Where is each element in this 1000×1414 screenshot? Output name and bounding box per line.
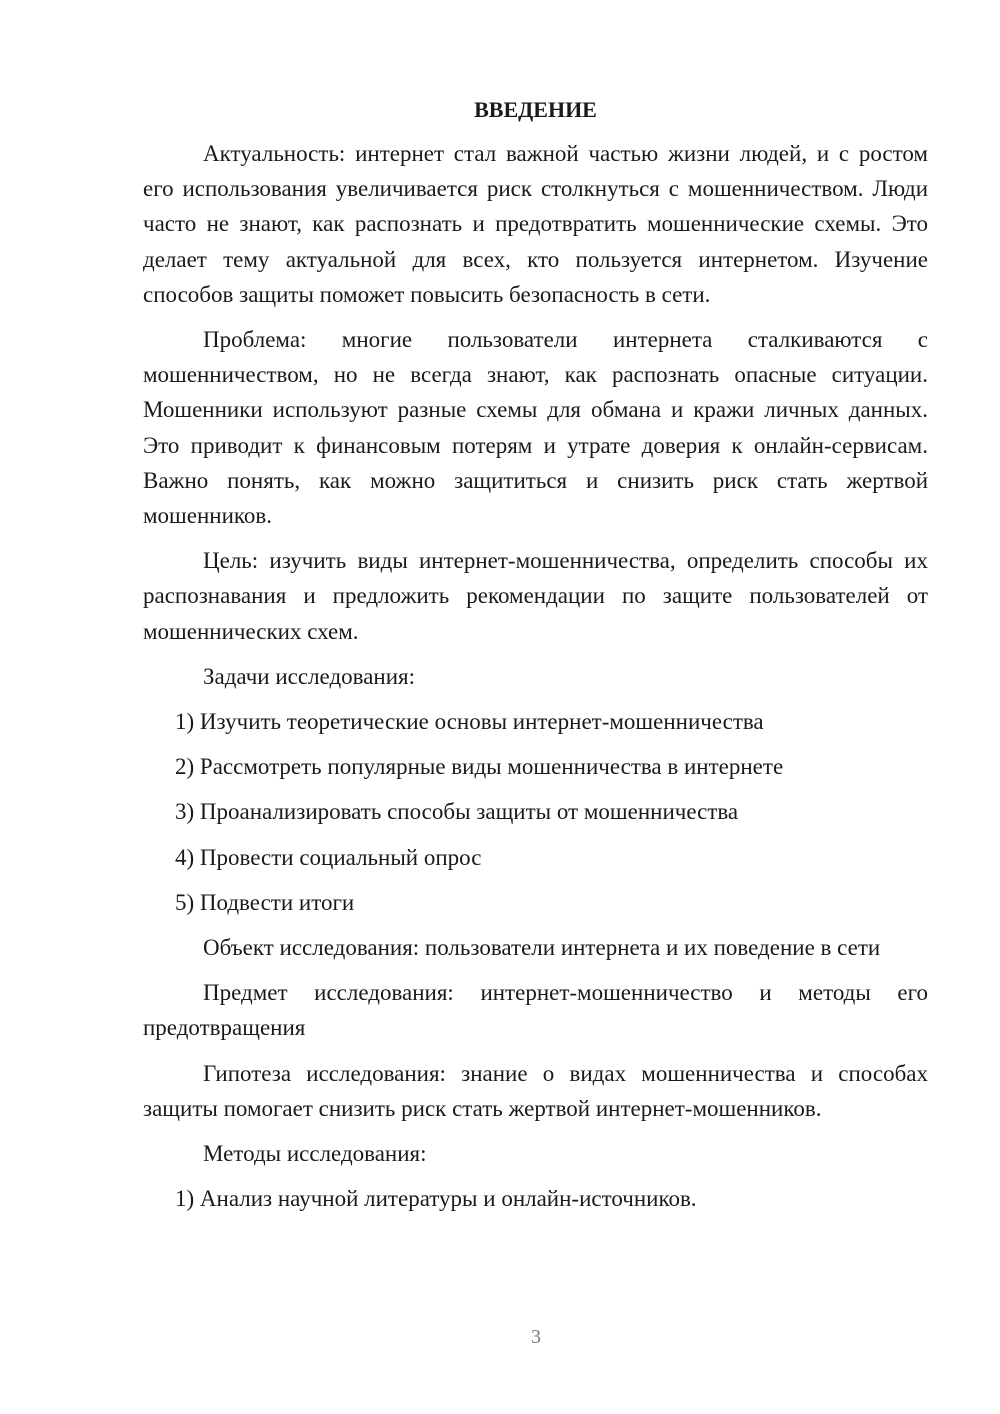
problem-paragraph: Проблема: многие пользователи интернета сталкиваются с мошенничеством, но не всегда знают, как распознать опасные ситуации. Мошенники используют разные схемы для обмана и кражи личных данных. Это приводит к финансовым потерям и утрате доверия к онлайн-сервисам. Важно понять, как можно защититься и снизить риск стать жертвой мошенников.	[143, 327, 928, 529]
hypothesis-paragraph: Гипотеза исследования: знание о видах мошенничества и способах защиты помогает снизить риск стать жертвой интернет-мошенников.	[143, 1060, 928, 1121]
task-item: 3) Проанализировать способы защиты от мошенничества	[175, 799, 739, 825]
relevance-paragraph: Актуальность: интернет стал важной частью жизни людей, и с ростом его использования увеличивается риск столкнуться с мошенничеством. Люди часто не знают, как распознать и предотвратить мошеннические схемы. Это делает тему актуальной для всех, кто пользуется интернетом. Изучение способов защиты поможет повысить безопасность в сети.	[143, 141, 928, 307]
task-item: 4) Провести социальный опрос	[175, 844, 482, 870]
goal-paragraph: Цель: изучить виды интернет-мошенничества, определить способы их распознавания и предложить рекомендации по защите пользователей от мошеннических схем.	[143, 548, 928, 644]
subject-paragraph: Предмет исследования: интернет-мошенничество и методы его предотвращения	[143, 980, 928, 1041]
page-content	[143, 92, 928, 1226]
tasks-heading: Задачи исследования:	[203, 663, 416, 689]
methods-heading: Методы исследования:	[203, 1141, 427, 1167]
method-item: 1) Анализ научной литературы и онлайн-источников.	[175, 1186, 697, 1212]
task-item: 1) Изучить теоретические основы интернет-мошенничества	[175, 709, 764, 735]
methods-list	[143, 1181, 928, 1216]
section-title: ВВЕДЕНИЕ	[474, 97, 597, 122]
task-item: 2) Рассмотреть популярные виды мошенничества в интернете	[175, 754, 784, 780]
tasks-list	[143, 704, 928, 920]
object-paragraph: Объект исследования: пользователи интернета и их поведение в сети	[203, 935, 881, 961]
task-item: 5) Подвести итоги	[175, 889, 355, 915]
page-number: 3	[531, 1326, 541, 1348]
